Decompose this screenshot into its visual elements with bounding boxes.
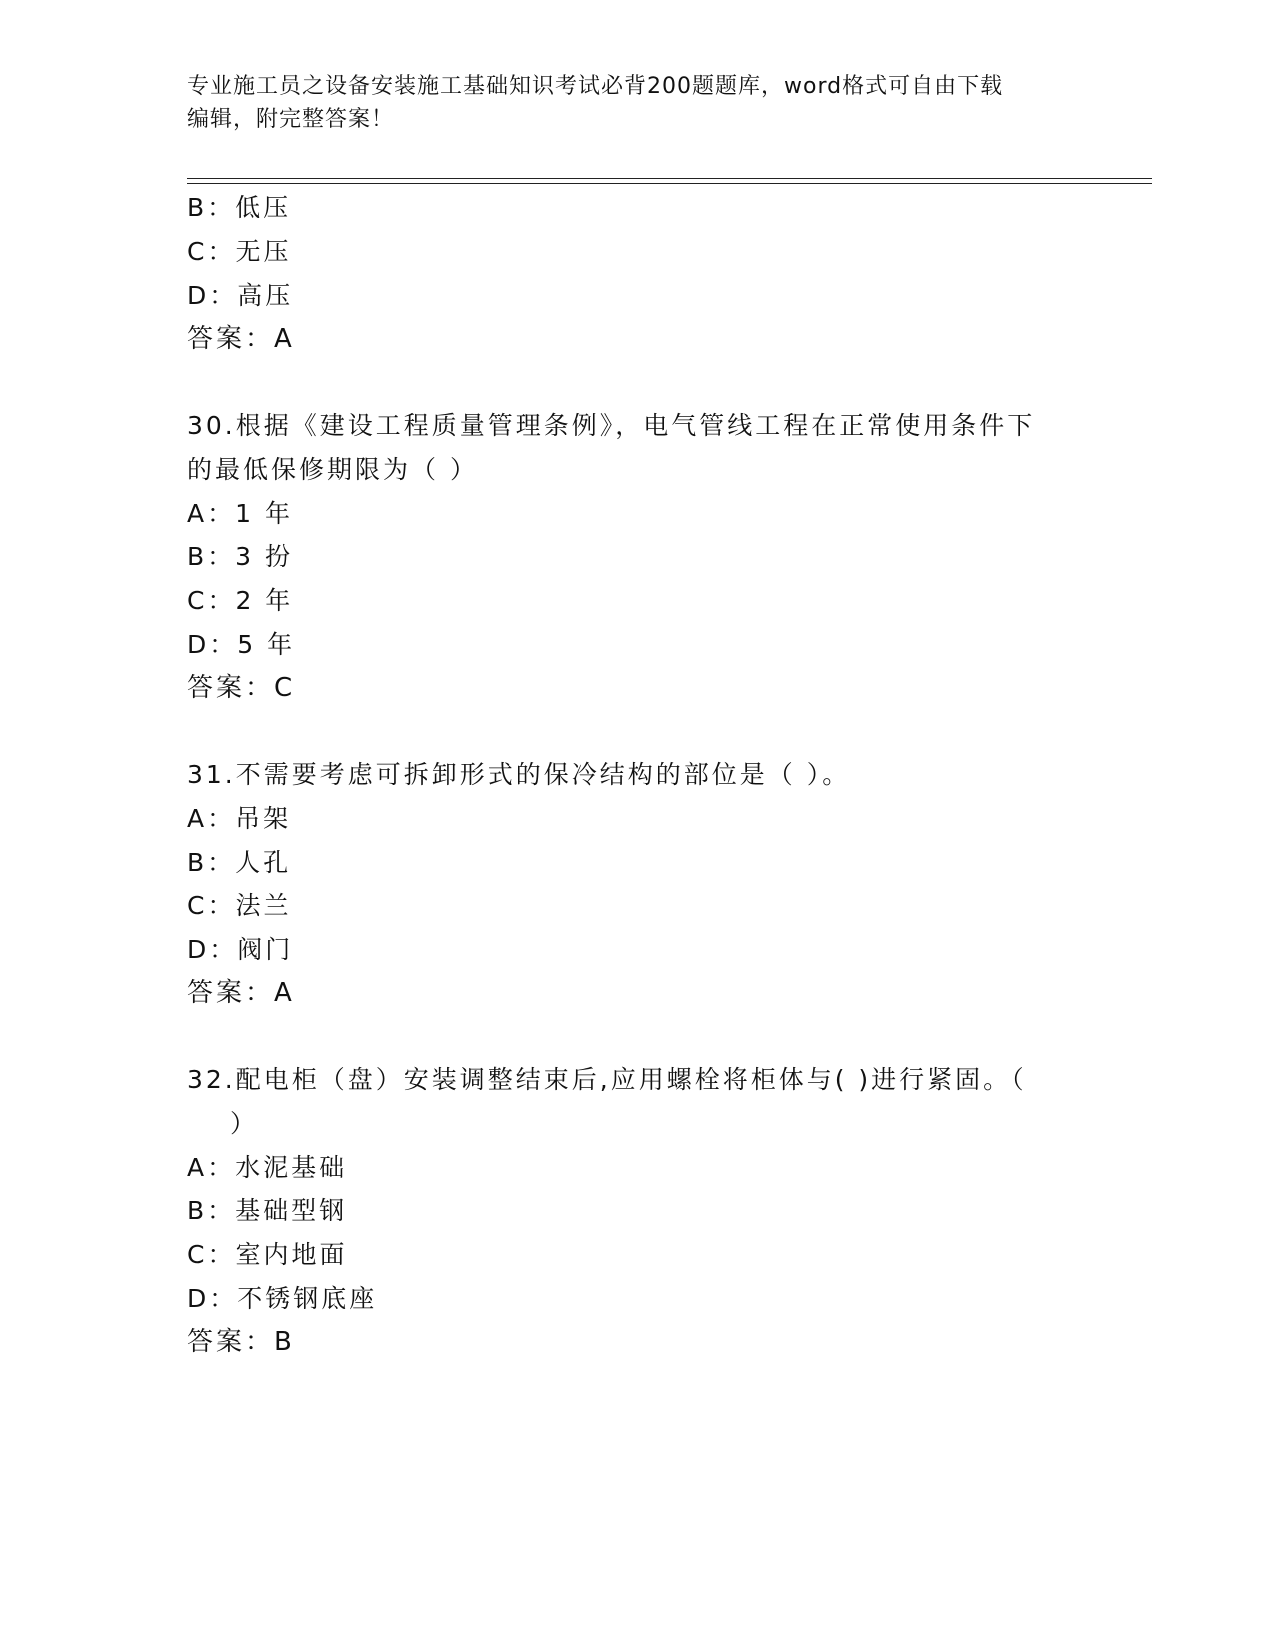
q32-answer: 答案：B [187,1327,295,1357]
document-header [187,70,1087,136]
q32-option-c: C：室内地面 [187,1240,348,1269]
q30-option-c: C：2 年 [187,586,294,615]
header-divider-top [187,178,1152,179]
header-line-1: 专业施工员之设备安装施工基础知识考试必背200题题库，word格式可自由下载 [187,74,1004,99]
q31-option-b: B：人孔 [187,848,292,877]
q30-answer: 答案：C [187,673,296,703]
header-divider-bottom [187,183,1152,184]
q29-option-c: C：无压 [187,237,292,266]
q30-option-b: B：3 扮 [187,542,294,571]
q32-stem-line-1: 32.配电柜（盘）安装调整结束后,应用螺栓将柜体与( )进行紧固。（ [187,1065,1027,1094]
q32-option-a: A：水泥基础 [187,1153,348,1182]
q31-stem-line-1: 31.不需要考虑可拆卸形式的保冷结构的部位是（ ）。 [187,760,851,789]
q31-option-d: D：阀门 [187,935,294,964]
q29-option-b: B：低压 [187,193,292,222]
q29-answer: 答案：A [187,324,295,354]
header-line-2: 编辑，附完整答案！ [187,107,395,132]
q32-option-d: D：不锈钢底座 [187,1284,378,1313]
q30-option-d: D：5 年 [187,630,296,659]
q31-option-a: A：吊架 [187,804,292,833]
q31-answer: 答案：A [187,978,295,1008]
q32-option-b: B：基础型钢 [187,1196,348,1225]
q30-stem-line-2: 的最低保修期限为（ ） [187,455,478,484]
q29-option-d: D：高压 [187,281,294,310]
q30-stem-line-1: 30.根据《建设工程质量管理条例》，电气管线工程在正常使用条件下 [187,411,1036,440]
q31-option-c: C：法兰 [187,891,292,920]
q32-stem-line-2: ） [230,1109,259,1138]
q30-option-a: A：1 年 [187,499,293,528]
